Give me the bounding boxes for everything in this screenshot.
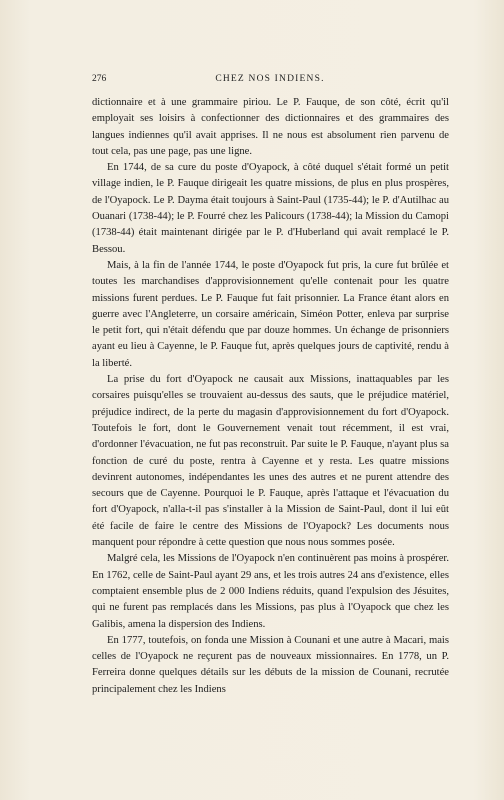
- running-title: CHEZ NOS INDIENS.: [215, 74, 325, 84]
- paragraph: dictionnaire et à une grammaire piriou. Le P. Fauque, de son côté, écrit qu'il employait ses loisirs à confectionner des dictionnaires et des grammaires des langues indiennes qu'il avait apprises. Il ne nous est absolument rien parvenu de tout cela, pas une page, pas une ligne.: [92, 97, 449, 157]
- page-header: [92, 74, 448, 88]
- page-body: [92, 95, 449, 698]
- page-number: 276: [92, 74, 107, 84]
- paragraph: Mais, à la fin de l'année 1744, le poste d'Oyapock fut pris, la cure fut brûlée et toutes les marchandises d'approvisionnement qu'elle contenait pour les quatre missions furent perdues. Le P. Fauque fut fait prisonnier. La France étant alors en guerre avec l'Angleterre, un corsaire américain, Siméon Potter, enleva par surprise le petit fort, qui n'était défendu que par douze hommes. Un échange de prisonniers ayant eu lieu à Cayenne, le P. Fauque fut, après quelques jours de captivité, rendu à la liberté.: [92, 259, 449, 369]
- paragraph: En 1744, de sa cure du poste d'Oyapock, à côté duquel s'était formé un petit village indien, le P. Fauque dirigeait les quatre missions, de plus en plus prospères, de l'Oyapock. Le P. Dayma était toujours à Saint-Paul (1735-44); le P. d'Autilhac au Ouanari (1738-44); le P. Fourré chez les Palicours (1738-44); la Mission du Camopi (1738-44) était maintenant dirigée par le P. d'Huberland qui avait remplacé le P. Bessou.: [92, 162, 449, 255]
- paragraph: La prise du fort d'Oyapock ne causait aux Missions, inattaquables par les corsaires puisqu'elles se trouvaient au-dessus des sauts, que le préjudice matériel, préjudice indirect, de la perte du magasin d'approvisionnement du fort d'Oyapock. Toutefois le fort, dont le Gouvernement venait tout récemment, il est vrai, d'ordonner l'évacuation, ne fut pas reconstruit. Par suite le P. Fauque, n'ayant plus sa fonction de curé du poste, rentra à Cayenne et y resta. Les quatre missions devinrent autonomes, indépendantes les unes des autres et ne purent attendre des secours que de Cayenne. Pourquoi le P. Fauque, après l'attaque et l'évacuation du fort d'Oyapock, n'alla-t-il pas s'installer à la Mission de Saint-Paul, dont il lui eût été facile de faire le centre des Missions de l'Oyapock? Les documents nous manquent pour répondre à cette question que nous nous sommes posée.: [92, 374, 449, 549]
- paragraph: En 1777, toutefois, on fonda une Mission à Counani et une autre à Macari, mais celles de l'Oyapock ne reçurent pas de nouveaux missionnaires. En 1778, un P. Ferreira donne quelques détails sur les débuts de la mission de Counani, recrutée principalement chez les Indiens: [92, 634, 449, 695]
- paragraph: Malgré cela, les Missions de l'Oyapock n'en continuèrent pas moins à prospérer. En 1762, celle de Saint-Paul ayant 29 ans, et les trois autres 24 ans d'existence, elles comptaient ensemble plus de 2 000 Indiens réduits, quand l'expulsion des Jésuites, qui ne furent pas remplacés dans les Missions, pas plus à l'Oyapock que chez les Galibis, amena la dispersion des Indiens.: [92, 553, 449, 630]
